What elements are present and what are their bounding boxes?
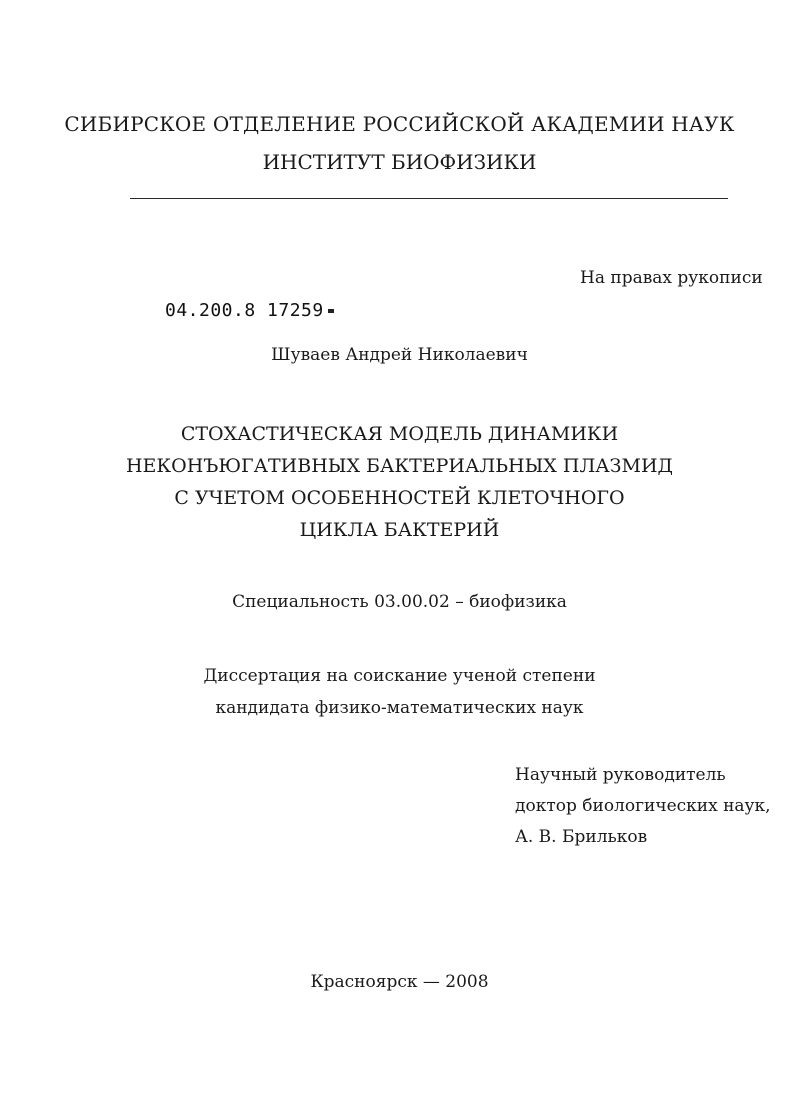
supervisor-block xyxy=(515,760,771,853)
supervisor-role: Научный руководитель xyxy=(515,765,726,785)
registration-code-text: 04.200.8 17259 xyxy=(165,300,324,321)
supervisor-degree: доктор биологических наук, xyxy=(515,796,771,816)
organization-name: СИБИРСКОЕ ОТДЕЛЕНИЕ РОССИЙСКОЙ АКАДЕМИИ НАУК xyxy=(64,112,735,136)
place-and-year: Красноярск — 2008 xyxy=(310,972,489,992)
specialty: Специальность 03.00.02 – биофизика xyxy=(232,592,567,612)
header-divider xyxy=(130,198,728,199)
dissertation-title xyxy=(0,418,799,546)
title-line: ЦИКЛА БАКТЕРИЙ xyxy=(299,519,500,541)
title-line: СТОХАСТИЧЕСКАЯ МОДЕЛЬ ДИНАМИКИ xyxy=(180,423,619,445)
rights-note: На правах рукописи xyxy=(580,268,763,288)
title-line: С УЧЕТОМ ОСОБЕННОСТЕЙ КЛЕТОЧНОГО xyxy=(174,487,625,509)
institute-name: ИНСТИТУТ БИОФИЗИКИ xyxy=(262,150,537,174)
registration-code xyxy=(165,300,334,321)
title-line: НЕКОНЪЮГАТИВНЫХ БАКТЕРИАЛЬНЫХ ПЛАЗМИД xyxy=(125,455,673,477)
dissertation-degree-line: Диссертация на соискание ученой степени xyxy=(203,666,596,686)
stamp-mark xyxy=(328,309,334,313)
dissertation-degree-line: кандидата физико-математических наук xyxy=(215,698,584,718)
author-name: Шуваев Андрей Николаевич xyxy=(271,345,528,365)
supervisor-name: А. В. Брильков xyxy=(515,827,648,847)
